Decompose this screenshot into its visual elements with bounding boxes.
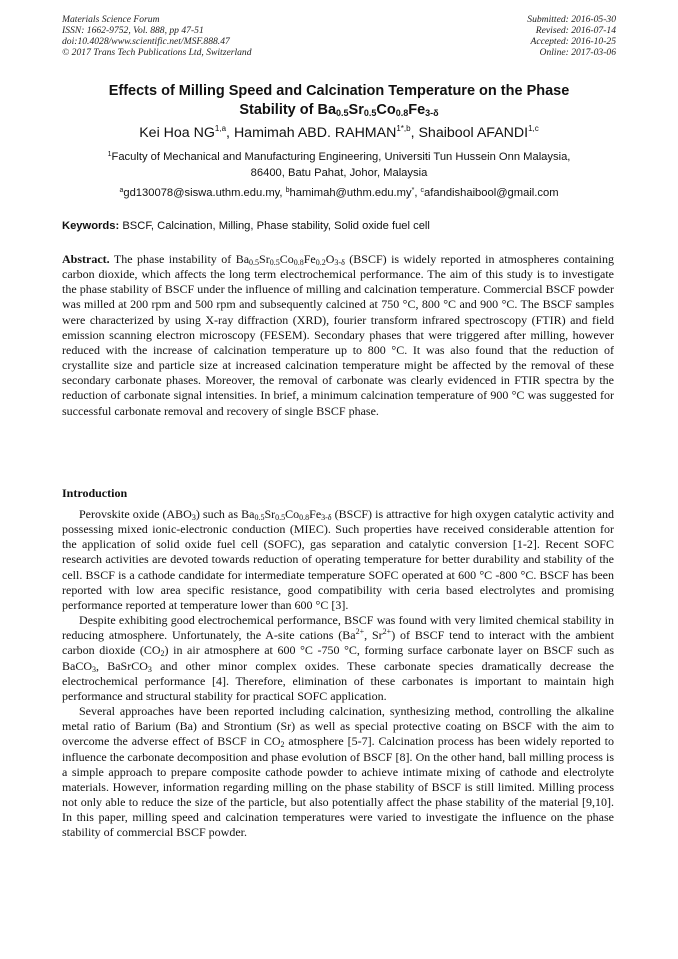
author-name: Shaibool AFANDI (418, 125, 529, 141)
author-name: Kei Hoa NG (139, 125, 215, 141)
journal-header-left (62, 14, 252, 58)
email-a: gd130078@siswa.uthm.edu.my (123, 187, 280, 199)
affiliation-mark: 1 (107, 151, 112, 158)
author-list: Kei Hoa NG$^{1,a}$, Hamimah ABD. $RAHMAN^{1*,b}$, Shaibool AFANDI$^{1,c}$ (139, 124, 539, 141)
title-subscript: 0.8 (395, 108, 409, 118)
intro-paragraph-1 (62, 507, 614, 613)
issn-line: ISSN: 1662-9752, Vol. 888, pp 47-51 (62, 25, 204, 36)
formula-superscript: 2+ (355, 627, 365, 637)
abstract (62, 252, 614, 419)
title-subscript: 3-δ (425, 108, 439, 118)
title-text: Stability of Ba (239, 102, 337, 118)
formula-element: Sr (259, 252, 270, 266)
formula-subscript: 0.5 (254, 513, 265, 522)
intro-paragraph-2 (62, 613, 614, 704)
intro-text: ) in air atmosphere at 600 °C -750 °C, forming surface carbonate layer on BSCF such as BaCO (62, 643, 614, 673)
title-element: Sr (348, 102, 364, 118)
formula-superscript: 2+ (382, 627, 392, 637)
intro-text: Several approaches have been reported including calcination, synthesizing method, controlling the alkaline metal ratio of Barium (Ba) and Strontium (Sr) as well as special protective coating on BSCF with the aim to overcome the adverse effect of BSCF in CO (62, 704, 614, 749)
introduction-body (62, 507, 614, 840)
revised-date: Revised: 2016-07-14 (535, 25, 616, 36)
author-affiliation-mark: 1,c (528, 124, 539, 133)
title-subscript: 0.5 (363, 108, 377, 118)
title-line-2 (62, 101, 616, 120)
author-emails: $^a$gd130078@siswa.uthm.edu.my, $^b$hamimah@uthm.edu.my*, $^c$afandishaibool@gmail.com (119, 187, 559, 199)
intro-text: Despite exhibiting good electrochemical performance, BSCF was found with very limited chemical stability in reducing atmosphere. Unfortunately, the A-site cations (Ba (62, 613, 614, 643)
formula-subscript: 0.2 (315, 258, 326, 267)
formula-element: Ba (235, 252, 250, 266)
formula-element: Co (279, 252, 294, 266)
author-affiliation-mark: 1*,b (396, 124, 411, 133)
keywords-text: BSCF, Calcination, Milling, Phase stability, Solid oxide fuel cell (122, 220, 430, 232)
author-name: Hamimah ABD. RAHMAN (233, 125, 397, 141)
affiliation-line-1 (62, 150, 616, 166)
affiliation-text: Faculty of Mechanical and Manufacturing Engineering, Universiti Tun Hussein Onn Malaysia, (111, 151, 571, 163)
formula-element: Co (285, 507, 300, 521)
journal-name: Materials Science Forum (62, 14, 160, 25)
formula-subscript: 0.8 (293, 258, 304, 267)
author-affiliation-mark: 1,a (214, 124, 227, 133)
keywords (62, 219, 616, 234)
formula-element: Fe (309, 507, 322, 521)
title-element: Fe (408, 102, 426, 118)
affiliation (62, 150, 616, 181)
online-date: Online: 2017-03-06 (539, 47, 616, 58)
formula-subscript: 0.5 (249, 258, 260, 267)
formula-subscript: 0.5 (275, 513, 286, 522)
formula-subscript: 3 (191, 513, 196, 522)
intro-text: (BSCF) is attractive for high oxygen catalytic activity and possessing mixed ionic-electronic conduction (MIEC). Such properties have received considerable attention for the application of solid oxide fuel cell (SOFC), gas separation and catalytic conversion [1-2]. Recent SOFC research activities are devoted towards reduction of operating temperature for better durability and stability of the cell. BSCF is a cathode candidate for intermediate temperature SOFC operated at 600 °C -800 °C. BSCF has been reported with low area specific resistance, good compatibility with ceria based electrolytes and promising performance reported at temperature lower than 600 °C [3]. (62, 507, 614, 612)
email-c: afandishaibool@gmail.com (424, 187, 559, 199)
formula-element: Ba (241, 507, 255, 521)
intro-text: and other minor complex oxides. These carbonate species dramatically decrease the electrochemical performance [4]. Therefore, elimination of these carbonates is important to maintain high performance and structural stability for practical SOFC application. (62, 658, 614, 703)
formula-element: Sr (264, 507, 276, 521)
journal-header-right (527, 14, 616, 58)
abstract-text: The phase instability of (109, 252, 236, 266)
keywords-label: Keywords: (62, 220, 120, 232)
formula-subscript: 3-δ (334, 258, 345, 267)
formula-subscript: 3 (147, 664, 152, 674)
copyright-line: © 2017 Trans Tech Publications Ltd, Switzerland (62, 47, 252, 58)
affiliation-line-2: 86400, Batu Pahat, Johor, Malaysia (250, 166, 428, 179)
intro-text: , Sr (364, 628, 383, 643)
intro-text: ) of BSCF tend to interact with the ambient carbon dioxide (CO (62, 628, 615, 658)
accepted-date: Accepted: 2016-10-25 (530, 36, 616, 47)
doi-line: doi:10.4028/www.scientific.net/MSF.888.47 (62, 36, 230, 47)
email-mark: c (420, 187, 425, 194)
title-element: Co (376, 102, 396, 118)
formula-subscript: 3 (92, 664, 96, 674)
abstract-text: (BSCF) is widely reported in atmospheres containing carbon dioxide, which affects the long term electrochemical performance. The aim of this study is to investigate the phase stability of BSCF under the influence of milling and calcination temperature. Commercial BSCF powder was milled at 200 rpm and 500 rpm and subsequently calcined at 750 °C, 800 °C and 900 °C. The BSCF samples were characterized by using X-ray diffraction (XRD), fourier transform infrared spectroscopy (FTIR) and field emission scanning electron microscopy (FESEM). Secondary phases that were triggered after milling, however reduced with the increase of calcination temperature up to 800 °C. It was also found that the reduction of crystallite size and particle size at increased calcination temperature might be affected by the removal of these secondary carbonate phases. Moreover, the removal of carbonate was clearly evidenced in FTIR spectra by the reduction of carbonate signal intensities. In brief, a minimum calcination temperature of 900 °C was suggested for successful carbonate removal and recovery of single BSCF phase. (62, 252, 614, 418)
formula-element: O (325, 252, 335, 266)
email-mark: a (119, 187, 124, 194)
title-subscript: 0.5 (336, 108, 349, 118)
intro-text: Perovskite oxide (ABO (79, 507, 192, 521)
formula-subscript: 3-δ (321, 513, 332, 522)
email-mark: b (285, 187, 290, 194)
formula-subscript: 2 (160, 649, 165, 659)
abstract-label: Abstract. (62, 252, 110, 266)
intro-paragraph-3 (62, 704, 614, 840)
intro-text: ) such as (195, 507, 242, 521)
email-b: hamimah@uthm.edu.my (289, 187, 412, 199)
section-heading-introduction: Introduction (62, 486, 128, 500)
corresponding-mark: * (411, 187, 415, 194)
abstract-paragraph (62, 252, 614, 419)
paper-title (62, 82, 616, 120)
intro-text: atmosphere [5-7]. Calcination process has been widely reported to influence the carbonate decomposition and phase evolution of BSCF [8]. On the other hand, ball milling process is a simple approach to prepare composite cathode powder to achieve intimate mixing of cathode and electrolyte materials. However, information regarding milling on the phase stability of BSCF is still limited. Milling process not only able to reduce the size of the particle, but also potentially affect the phase stability of the material [9,10]. In this paper, milling speed and calcination temperatures were varied to investigate the influence on the phase stability of commercial BSCF powder. (62, 734, 614, 840)
formula-subscript: 2 (280, 740, 285, 750)
intro-text: , BaSrCO (96, 658, 148, 673)
formula-element: Fe (303, 252, 316, 266)
title-line-1: Effects of Milling Speed and Calcination Temperature on the Phase (108, 83, 570, 99)
formula-subscript: 0.8 (299, 513, 310, 522)
formula-subscript: 0.5 (269, 258, 280, 267)
submitted-date: Submitted: 2016-05-30 (527, 14, 616, 25)
